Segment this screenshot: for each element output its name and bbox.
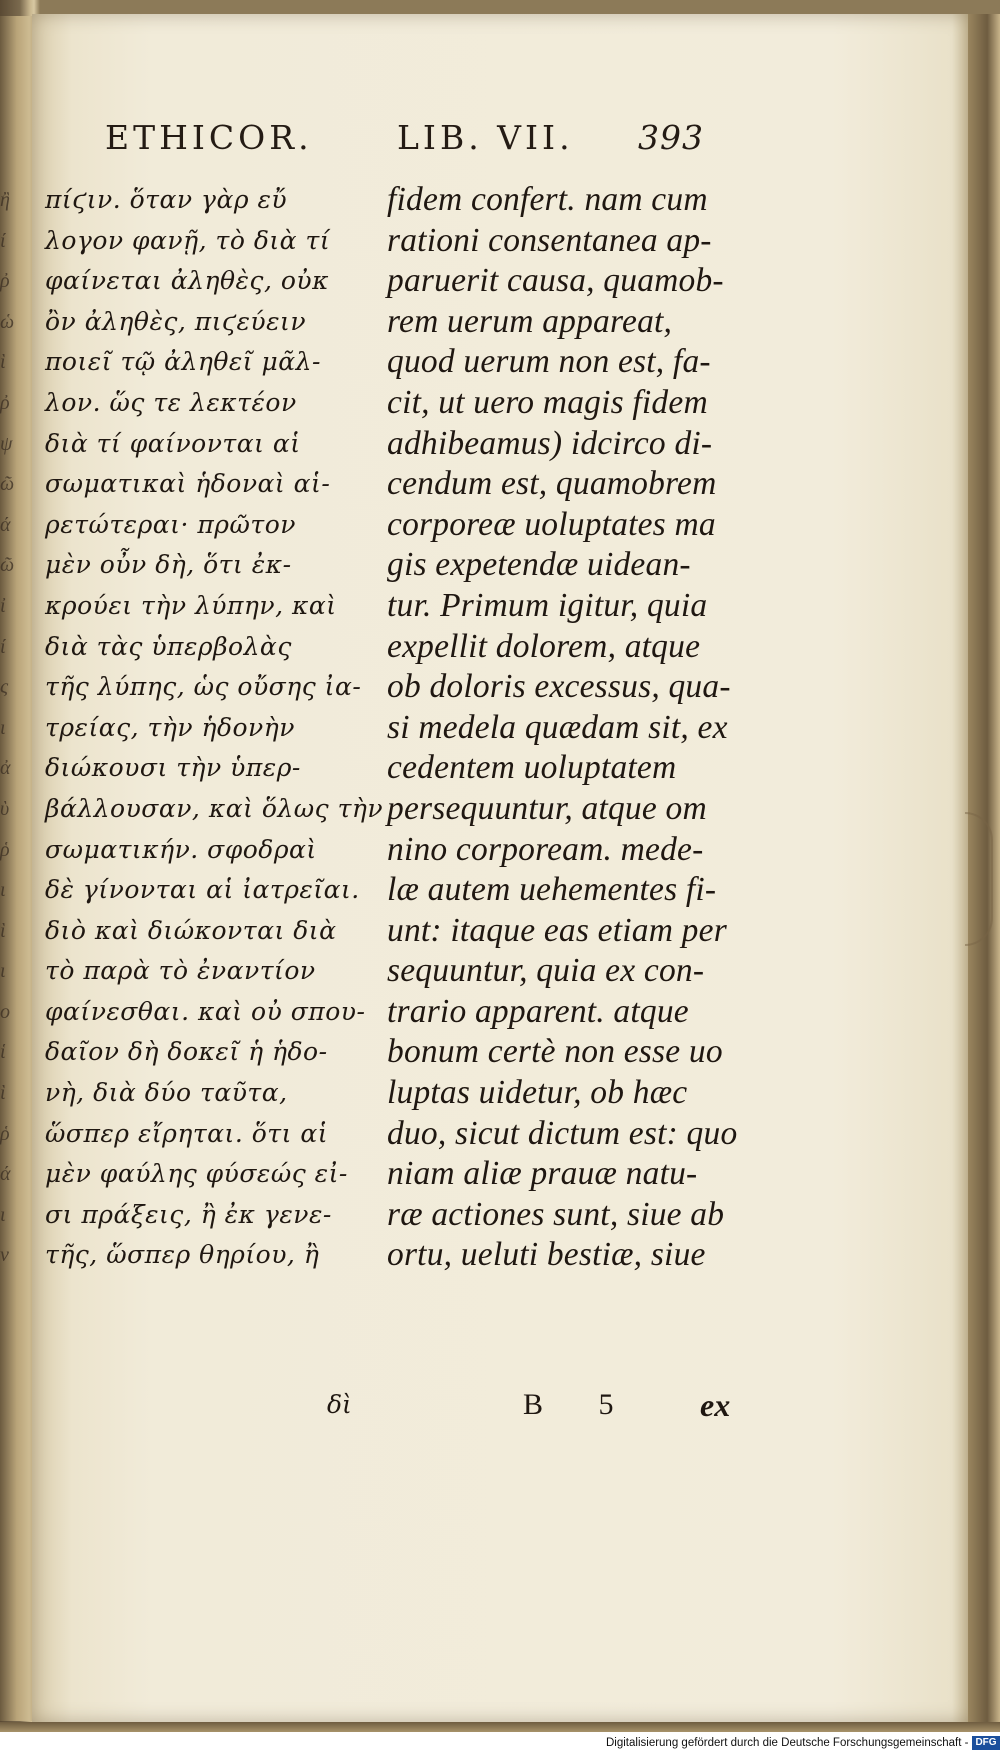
greek-text-line: φαίνεσθαι. καὶ οὐ σπου- (45, 996, 366, 1026)
latin-text-line: ob doloris excessus, qua- (387, 668, 731, 706)
greek-text-line: νὴ, διὰ δύο ταῦτα, (45, 1078, 288, 1108)
greek-text-line: δαῖον δὴ δοκεῖ ἡ ἡδο- (45, 1037, 328, 1067)
page-fold-mark (965, 812, 993, 946)
latin-text-line: ortu, ueluti bestiæ, siue (387, 1236, 706, 1274)
greek-text-line: δὲ γίνονται αἱ ἰατρεῖαι. (45, 875, 360, 905)
scan-bottom-edge (0, 1722, 1000, 1732)
latin-text-line: si medela quædam sit, ex (387, 708, 728, 746)
latin-text-line: bonum certè non esse uo (387, 1033, 723, 1071)
latin-text-line: cendum est, quamobrem (387, 465, 717, 503)
latin-text-line: duo, sicut dictum est: quo (387, 1114, 738, 1152)
greek-text-line: διώκουσι τὴν ὑπερ- (45, 753, 301, 783)
signature-mark: B 5 (523, 1388, 638, 1421)
greek-text-line: διὰ τὰς ὑπερβολὰς (45, 631, 292, 661)
latin-text-line: expellit dolorem, atque (387, 627, 701, 665)
greek-text-line: ὂν ἀληθὲς, πιϛεύειν (45, 306, 307, 336)
latin-text-line: cit, ut uero magis fidem (387, 383, 708, 421)
digitization-credit (606, 1734, 1000, 1752)
greek-text-line: τὸ παρὰ τὸ ἐναντίον (45, 956, 316, 986)
greek-catchword: δὶ (327, 1390, 352, 1419)
latin-text-line: ræ actiones sunt, siue ab (387, 1195, 725, 1233)
greek-text-line: ποιεῖ τῷ ἀληθεῖ μᾶλ- (45, 347, 321, 377)
latin-catchword: ex (700, 1387, 731, 1423)
latin-text-line: trario apparent. atque (387, 992, 689, 1030)
latin-text-line: corporeæ uoluptates ma (387, 505, 716, 543)
greek-text-line: διὰ τί φαίνονται αἱ (45, 428, 301, 458)
latin-text-line: fidem confert. nam cum (387, 181, 708, 218)
latin-text-line: rationi consentanea ap- (387, 221, 712, 259)
greek-text-line: σι πράξεις, ἢ ἐκ γενε- (45, 1199, 332, 1229)
latin-text-line: rem uerum appareat, (387, 302, 673, 340)
facing-page-text-fragments: ἢ ί ῤ ὡ ὶ ῤ ψ ῶ ά ῶ ἰ ί ς ι ἀ ὺ ῥ ι ὶ ι ο ἱ ὶ ῥ ά ι ν (0, 189, 13, 1267)
latin-text-line: luptas uidetur, ob hæc (387, 1074, 688, 1112)
header-book-number: LIB. VII. (397, 118, 574, 157)
greek-text-line: διὸ καὶ διώκονται διὰ (45, 915, 337, 945)
greek-text-line: λογον φανῇ, τὸ διὰ τί (45, 225, 331, 255)
greek-text-line: ὥσπερ εἴρηται. ὅτι αἱ (45, 1118, 329, 1148)
latin-text-line: niam aliæ prauæ natu- (387, 1155, 698, 1193)
greek-text-line: φαίνεται ἀληθὲς, οὐκ (45, 266, 329, 296)
greek-text-line: τρείας, τὴν ἡδονὴν (45, 712, 295, 742)
latin-text-line: læ autem uehementes fi- (387, 871, 717, 909)
greek-text-line: λον. ὥς τε λεκτέον (45, 387, 297, 417)
greek-text-line: μὲν οὖν δὴ, ὅτι ἐκ- (45, 550, 292, 580)
latin-text-line: gis expetendæ uidean- (387, 546, 691, 584)
latin-text-line: persequuntur, atque om (387, 789, 707, 827)
latin-text-line: paruerit causa, quamob- (387, 262, 724, 300)
latin-text-line: adhibeamus) idcirco di- (387, 424, 713, 462)
latin-text-line: quod uerum non est, fa- (387, 343, 711, 381)
greek-text-line: κρούει τὴν λύπην, καὶ (45, 590, 337, 620)
greek-text-line: τῆς, ὥσπερ θηρίου, ἢ (45, 1240, 320, 1270)
latin-text-line: sequuntur, quia ex con- (387, 952, 705, 990)
credit-text: Digitalisierung gefördert durch die Deutsche Forschungsgemeinschaft - (606, 1737, 969, 1749)
greek-text-line: σωματικήν. σφοδραὶ (45, 834, 317, 864)
greek-text-line: σωματικαὶ ἡδοναὶ αἱ- (45, 469, 331, 499)
greek-text-line: μὲν φαύλης φύσεώς εἰ- (45, 1159, 348, 1189)
latin-text-column (387, 180, 747, 1276)
greek-text-line: τῆς λύπης, ὡς οὔσης ἰα- (45, 672, 362, 702)
latin-text-line: cedentem uoluptatem (387, 749, 677, 787)
header-title-left: ETHICOR. (105, 118, 313, 157)
latin-text-line: nino corpoream. mede- (387, 830, 704, 868)
greek-text-column (45, 180, 384, 1276)
greek-text-line: ρετώτεραι· πρῶτον (45, 509, 296, 539)
page-number: 393 (638, 118, 704, 157)
dfg-logo: DFG (972, 1736, 999, 1750)
running-header (0, 118, 1000, 168)
latin-text-line: tur. Primum igitur, quia (387, 586, 708, 624)
latin-text-line: unt: itaque eas etiam per (387, 911, 727, 949)
greek-text-line: βάλλουσαν, καὶ ὅλως τὴν (45, 793, 384, 823)
greek-text-line: πίϛιν. ὅταν γὰρ εὔ (45, 185, 288, 214)
